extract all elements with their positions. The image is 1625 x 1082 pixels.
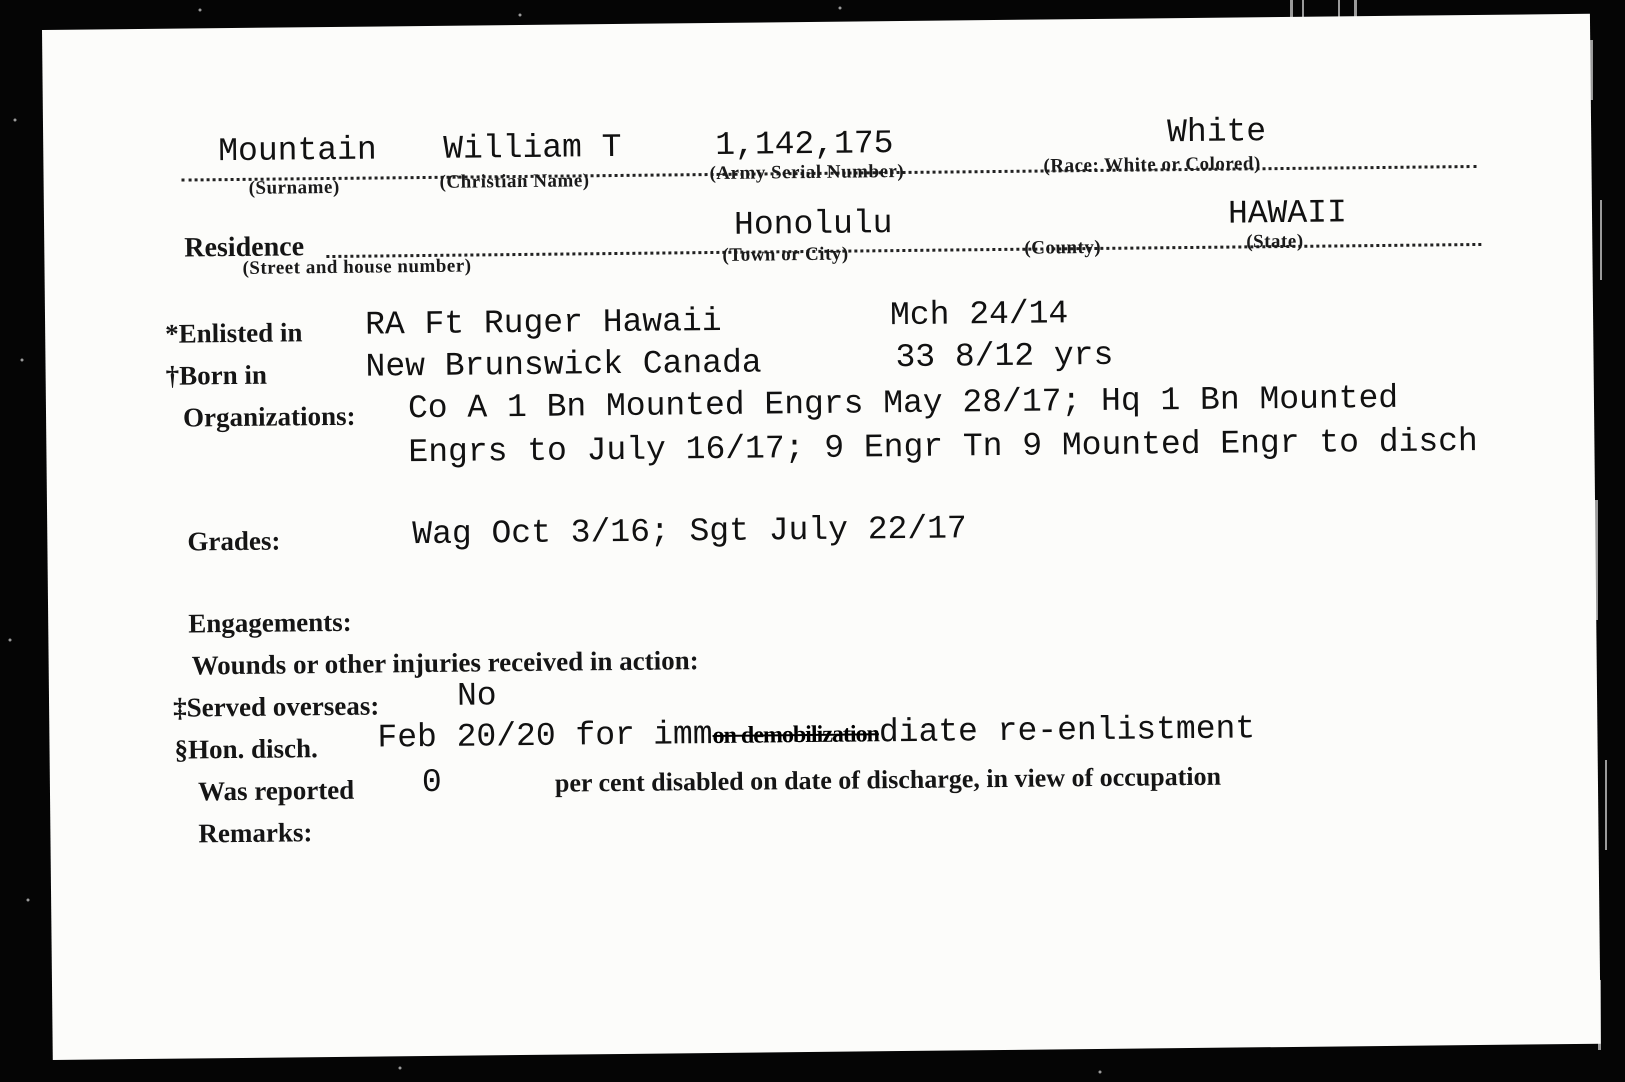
street-caption: (Street and house number) xyxy=(242,255,472,279)
christian-name-caption: (Christian Name) xyxy=(439,170,590,193)
born-place: New Brunswick Canada xyxy=(365,344,762,386)
born-label: †Born in xyxy=(165,359,268,391)
discharge-struck-text: on demobilization xyxy=(712,721,880,750)
serial-number-value: 1,142,175 xyxy=(715,125,894,164)
race-caption: (Race: White or Colored) xyxy=(1043,153,1261,177)
remarks-label: Remarks: xyxy=(198,817,313,849)
state-value: HAWAII xyxy=(1227,194,1348,233)
residence-label: Residence xyxy=(184,231,305,264)
grades-label: Grades: xyxy=(187,525,281,557)
disability-text: per cent disabled on date of discharge, in view of occupation xyxy=(554,761,1222,798)
enlisted-place: RA Ft Ruger Hawaii xyxy=(364,302,722,344)
discharge-date: Feb 20/20 for xyxy=(377,716,636,757)
residence-line xyxy=(326,243,1481,258)
hon-discharge-label: §Hon. disch. xyxy=(174,733,318,765)
discharge-imm: imm xyxy=(652,716,713,754)
organizations-label: Organizations: xyxy=(182,400,356,433)
grades-value: Wag Oct 3/16; Sgt July 22/17 xyxy=(412,510,967,554)
engagements-label: Engagements: xyxy=(188,606,352,639)
disability-percent: 0 xyxy=(421,763,442,802)
race-value: White xyxy=(1166,113,1267,152)
enlisted-date: Mch 24/14 xyxy=(889,295,1069,335)
discharge-reason: diate re-enlistment xyxy=(878,710,1256,752)
town-value: Honolulu xyxy=(733,205,893,244)
serial-caption: (Army Serial Number) xyxy=(709,160,905,185)
service-record-card xyxy=(42,14,1601,1060)
organizations-line-2: Engrs to July 16/17; 9 Engr Tn 9 Mounted Engr to disch xyxy=(408,422,1478,472)
enlisted-label: *Enlisted in xyxy=(165,317,303,349)
hon-discharge-value xyxy=(377,709,1255,756)
was-reported-label: Was reported xyxy=(197,774,355,807)
county-caption: (County) xyxy=(1024,236,1102,259)
town-caption: (Town or City) xyxy=(722,243,849,266)
wounds-label: Wounds or other injuries received in action: xyxy=(191,645,699,681)
surname-value: Mountain xyxy=(218,131,377,171)
surname-caption: (Surname) xyxy=(248,176,340,199)
served-overseas-value: No xyxy=(456,677,497,715)
served-overseas-label: ‡Served overseas: xyxy=(172,690,380,723)
born-age: 33 8/12 yrs xyxy=(895,336,1114,377)
christian-name-value: William T xyxy=(443,128,622,168)
state-caption: (State) xyxy=(1246,230,1304,253)
organizations-line-1: Co A 1 Bn Mounted Engrs May 28/17; Hq 1 Bn Mounted xyxy=(407,379,1399,428)
